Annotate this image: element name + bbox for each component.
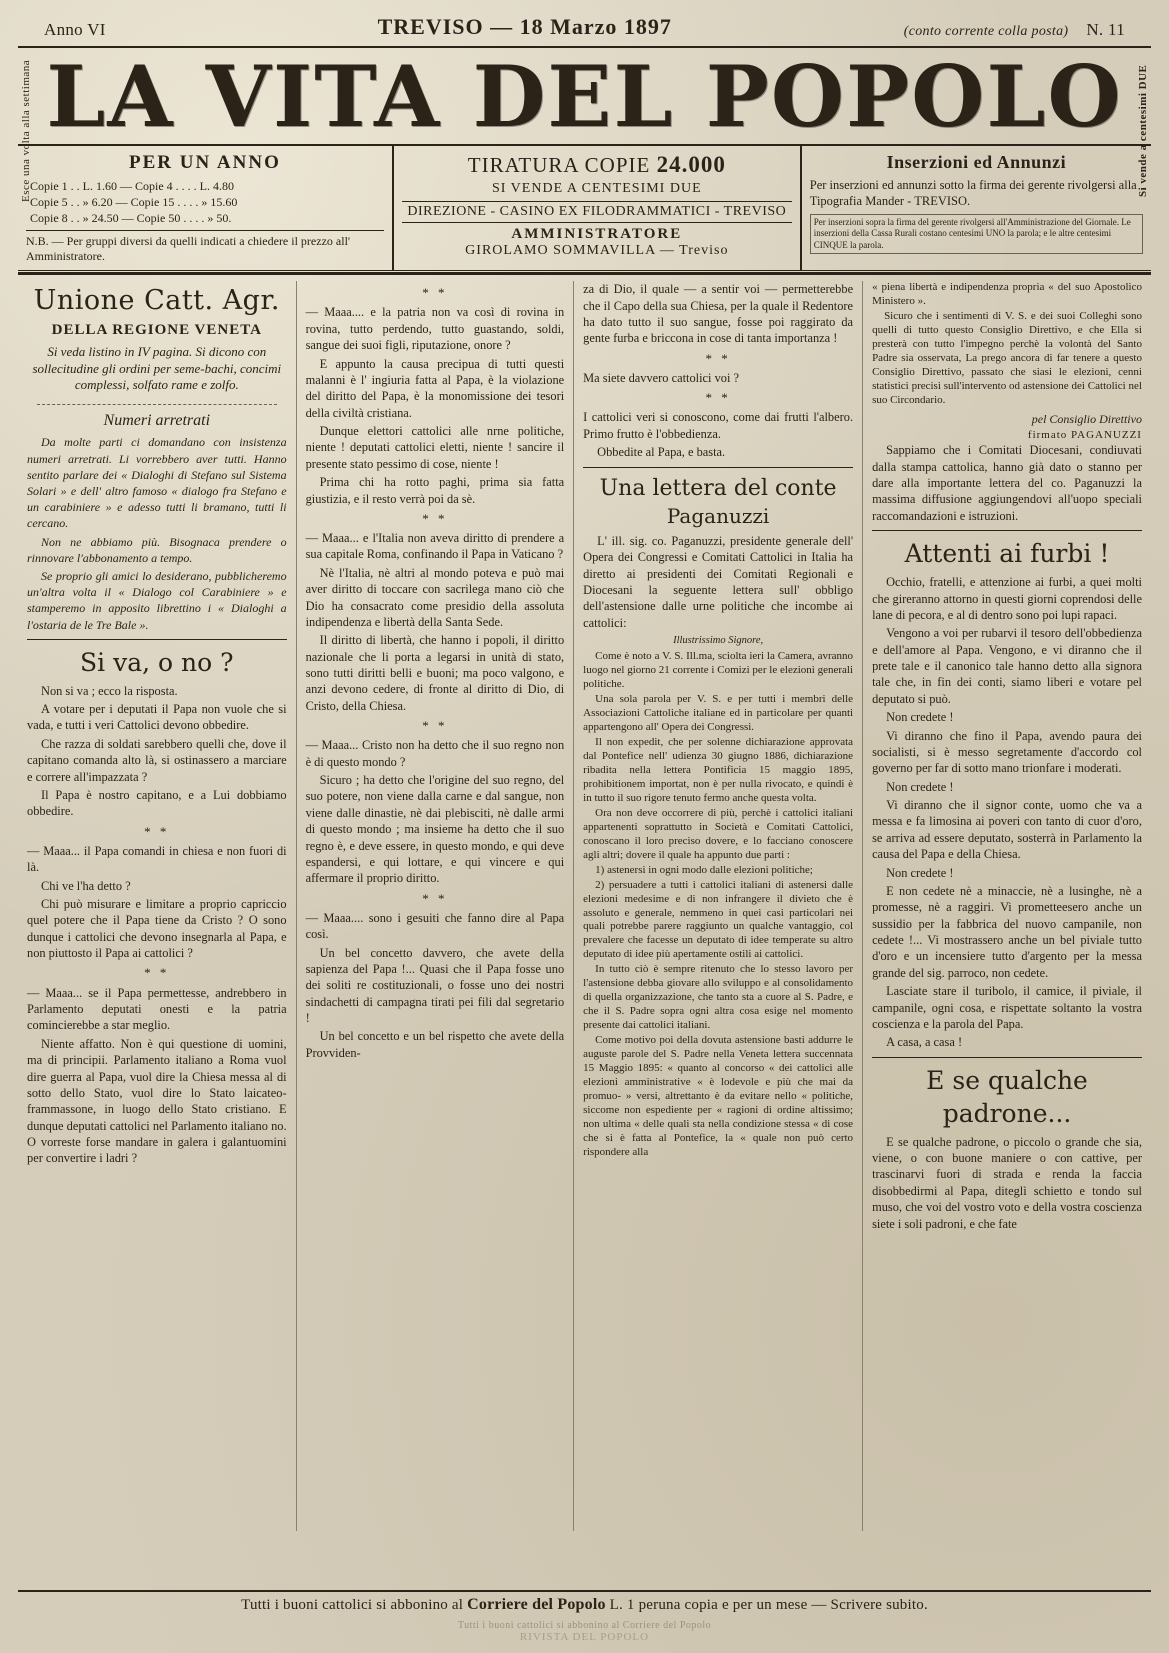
paragraph: Vi diranno che il signor conte, uomo che va a messa e fa limosina ai poveri con tanto di cuor d'oro, se arriva ad essere deputato, sosterrà in Parlamento la causa del Papa e della Chiesa. [872,798,1142,862]
masthead-top-line [18,14,1151,42]
letter-salutation: Illustrissimo Signore, [673,635,764,647]
footer-paper-name: Corriere del Popolo [467,1596,606,1613]
page-title: LA VITA DEL POPOLO [18,48,1151,146]
paragraph: A casa, a casa ! [886,1035,963,1050]
price-note: Si vende a centesimi DUE [1137,64,1149,198]
masthead-info-boxes [18,146,1151,274]
subscription-title: PER UN ANNO [129,151,281,173]
paragraph: Vengono a voi per rubarvi il tesoro dell'obbedienza e dell'amore al Papa. Vengono, e vi diranno che il prete tale e il canonico tale hanno detto alla signora tale che, in fin dei conti, siamo liberi e votare pel deputato si può. [872,626,1142,706]
paragraph: Se proprio gli amici lo desiderano, pubblicheremo un'altra volta il « Dialogo col Carabiniere » e stamperemo in apposito librettino i « Dialoghi a l'ostaria de le Tre Bale ». [27,568,287,632]
paragraph: Obbedite al Papa, e basta. [597,445,726,460]
bleed-through-text: Tutti i buoni cattolici si abbonino al Corriere del Popolo [457,1620,712,1631]
circulation-text: TIRATURA COPIE [467,152,651,177]
paragraph: L' ill. sig. co. Paganuzzi, presidente generale dell' Opera dei Congressi e Comitati Cattolici in Italia ha diretto ai presidenti dei Comitati Regionali e Diocesani la seguente lettera sull' obbligo dell'astensione dalle urne politiche che incombe ai cattolici: [583,533,854,630]
footer-pre-text: Tutti i buoni cattolici si abbonino al [241,1597,464,1613]
circulation-box [392,146,800,271]
footer-post-text: L. 1 peruna copia e per un mese — Scrivere subito. [609,1597,928,1613]
paragraph: A votare per i deputati il Papa non vuole che si vada, e tutti i veri Cattolici devono obbedire. [27,702,287,733]
article-title-padrone: E se qualche padrone... [872,1057,1142,1130]
paragraph: Sappiamo che i Comitati Diocesani, condiuvati dalla stampa cattolica, hanno già dato o stanno per dare alla importante lettera del co. Paganuzzi la massima diffusione aggiungendovi all'uopo speciali raccomandazioni e istruzioni. [872,443,1142,523]
article-title-unione: Unione Catt. Agr. [33,285,280,317]
divider-dots: * * [422,890,448,906]
article-title-attenti: Attenti ai furbi ! [872,530,1142,570]
circulation-label [402,152,792,178]
paragraph: 2) persuadere a tutti i cattolici italiani di astenersi dalle elezioni medesime e di non infrangere il divieto che è assoluto e generale, nemmeno in quei casi particolari nei quali potrebbe parere raggiunto un qualche vantaggio, col prevalere che facesse un deputato di idee temperate su altro deputato di idee più apertamente ostili ai cattolici. [583,878,854,961]
footer-divider [18,1590,1151,1592]
divider [37,398,277,405]
paragraph: Non credete ! [886,710,954,725]
paragraph: Non si va ; ecco la risposta. [41,683,178,698]
paragraph: 1) astenersi in ogni modo dalle elezioni politiche; [595,863,813,876]
paragraph: Non credete ! [886,865,954,880]
paragraph: Che razza di soldati sarebbero quelli che, dove il capitano comanda alto là, si ostinassero a marciare e correre all'impazzata ? [27,736,287,784]
amministratore-name: GIROLAMO SOMMAVILLA — Treviso [465,242,729,258]
divider-dots: * * [422,285,448,301]
paragraph: Ma siete davvero cattolici voi ? [583,370,740,385]
letter-body [583,650,853,1160]
conto-corrente-note: (conto corrente colla posta) [903,24,1069,39]
ads-title: Inserzioni ed Annunzi [886,151,1067,172]
paragraph: Niente affatto. Non è qui questione di uomini, ma di principii. Parlamento italiano a Roma vuol dire guerra al Papa, vuol dire la Chiesa messa al di sotto dello Stato, vuol dire lo Stato laicateo-frammassone, in luogo dello Stato cristiano. E dunque deputati cattolici nel Parlamento italiano no. O vorreste forse mandare in galera i galantuomini per convertire i ladri ? [27,1036,287,1166]
paragraph: — Maaa... e l'Italia non aveva diritto di prendere a sua capitale Roma, confinando il Papa in Vaticano ? [305,531,565,562]
article-columns [18,281,1151,1531]
paragraph: Una sola parola per V. S. e per tutti i membri delle Associazioni Cattoliche italiane ed in particolare per quanti appartengono all' Opera dei Congressi. [583,692,854,733]
paragraph: Ora non deve occorrere di più, perchè i cattolici italiani appartenenti soprattutto in Società e Comitati Cattolici, conoscano il loro preciso dovere, e lo facciano conoscere agli altri; dovere il quale ha appunto due parti : [583,806,854,861]
article-title-lettera: Una lettera del conte [583,467,853,503]
price-line: Copie 5 . . » 6.20 — Copie 15 . . . . » 15.60 [30,194,238,209]
divider-dots: * * [705,350,731,366]
divider-dots: * * [422,510,448,526]
ads-body: Per inserzioni ed annunzi sotto la firma dei gerente rivolgersi alla Tipografia Mander - TREVISO. [809,177,1137,208]
paragraph: za di Dio, il quale — a sentir voi — permetterebbe che il Capo della sua Chiesa, per la quale il Redentore ha dato tutto il suo sangue, fosse poi raggirato da gente furba e briccona in cose di tanta importanza ! [583,282,854,346]
paragraph: — Maaa.... sono i gesuiti che fanno dire al Papa così. [305,910,565,942]
anno-label: Anno VI [44,20,106,39]
subscription-nb: N.B. — Per gruppi diversi da quelli indicati a chiedere il prezzo all' Amministratore. [26,230,384,264]
paragraph: — Maaa... Cristo non ha detto che il suo regno non è di questo mondo ? [305,738,565,769]
divider-dots: * * [144,965,170,981]
paragraph: Da molte parti ci domandano con insistenza numeri arretrati. Li vorrebbero aver tutti. Hanno sentito parlare dei « Dialoghi di Stefano sul Sistema Solari » e dell' altro famoso « dialogo fra Stefano e un carabiniere » e adesso tutti li bramano, tutti li cercano. [27,435,287,531]
divider-dots: * * [705,390,731,406]
paragraph: Un bel concetto e un bel rispetto che avete della Provviden- [305,1029,565,1060]
paragraph: — Maaa... il Papa comandi in chiesa e non fuori di là. [27,843,287,875]
column-2 [296,281,574,1531]
divider-dots: * * [422,718,448,734]
paragraph: E non cedete nè a minaccie, nè a lusinghe, nè a promesse, nè a raggiri. Vi prometteesero anche un sussidio per la fabbrica del nuovo campanile, non cedete !... Vi mostrassero anche un bel piviale tutto d'oro e un incensiere tutto d'argento per la messa grande del sig. parroco, non cedete. [872,883,1142,980]
circulation-number: 24.000 [656,151,726,177]
column-1 [18,281,296,1531]
divider-dots: * * [144,823,170,839]
section-numeri-arretrati: Numeri arretrati [103,412,211,430]
paragraph: Non ne abbiamo più. Bisognaca prendere o rinnovare l'abbonamento a tempo. [27,534,287,565]
paragraph: Un bel concetto davvero, che avete della sapienza del Papa !... Quasi che il Papa fosse uno dei soliti re costituzionali, o fosse uno dei nostri sindachetti di campagna tirati pei fili dal segretario ! [305,945,565,1026]
masthead [18,46,1151,275]
amministratore-label: AMMINISTRATORE [511,225,683,242]
column-3 [573,281,862,1531]
unione-note: Si veda listino in IV pagina. Si dicono con sollecitudine gli ordini per seme-bachi, concimi complessi, solfato rame e zolfo. [32,343,282,393]
letter-body-cont [872,281,1142,408]
paragraph: — Maaa.... e la patria non va così di rovina in rovina, tutto perdendo, tutto guastando, soldi, sangue dei suoi figli, riputazione, onore ? [305,305,565,353]
paragraph: In tutto ciò è sempre ritenuto che lo stesso lavoro per l'astensione debba giovare allo sviluppo e al consolidamento di quella organizzazione, che tanto sta a cuore al S. Padre, e che il S. Padre sopra ogni altra cosa esige nel momento presente dai cattolici italiani. [583,963,854,1032]
article-subtitle-unione: DELLA REGIONE VENETA [51,321,262,338]
footer-subscription-line [18,1596,1151,1614]
subscription-box [18,146,392,271]
paragraph: Vi diranno che fino il Papa, avendo paura dei socialisti, si è messo segretamente d'accordo col governo per far di sotto mano trionfare i moderati. [872,728,1142,776]
paragraph: Prima chi ha rotto paghi, prima sia fatta giustizia, e il resto verrà poi da sè. [305,475,565,506]
paragraph: Come motivo poi della dovuta astensione basti addurre le auguste parole del S. Padre nella Veneta lettera succennata 15 Maggio 1895: « quanto al concorso « dei cattolici alle elezioni amministrative « è lodevole e più che mai da promuo- » versi, altrettanto è da evitare nello « politiche, siccome non espediente per « ragioni di ordine altissimo; non ultima « delle quali sta nella condizione stessa « di cose che si è fatta al Pontefice, la « quale non può certo rispondere alla [583,1034,854,1158]
paragraph: Occhio, fratelli, e attenzione ai furbi, a quei molti che gireranno attorno in questi giorni coprendosi delle lane di pecora, e al di dentro sono poi lupi rapaci. [872,575,1142,622]
paragraph: Il Papa è nostro capitano, e a Lui dobbiamo obbedire. [27,787,287,819]
paragraph: Dunque elettori cattolici alle nrne politiche, niente ! deputati cattolici eletti, niente ! sancire il presente stato pessimo di cose, niente ! [305,424,565,471]
letter-signature-body: pel Consiglio Direttivo [1031,411,1142,426]
price-line: Copie 8 . . » 24.50 — Copie 50 . . . . » 50. [30,211,232,226]
paragraph: — Maaa... se il Papa permettesse, andrebbero in Parlamento deputati onesti e la patria comincierebbe a star meglio. [27,985,287,1033]
column-4 [862,281,1151,1531]
sale-price-line: SI VENDE A CENTESIMI DUE [491,180,702,196]
price-line: Copie 1 . . L. 1.60 — Copie 4 . . . . L. 4.80 [30,178,234,193]
bleed-through-title: RIVISTA DEL POPOLO [519,1631,650,1643]
paragraph: Chi può misurare e limitare a proprio capriccio quel potere che il Papa tiene da Cristo ? O sono dunque i cattolici che devono insegnarla al Papa, e non piuttosto il Papa ai cattolici ? [27,896,287,961]
paragraph: Lasciate stare il turibolo, il camice, il piviale, il campanile, ogni cosa, e rispettate soltanto la vostra coscienza e la parola del Papa. [872,984,1142,1031]
publication-frequency-note: Esce una volta alla settimana [20,59,32,203]
paragraph: E appunto la causa precipua di tutti questi malanni è l' ingiuria fatta al Papa, è la violazione del diritto del Papa, è la monomissione dei tesori della civiltà cristiana. [305,356,565,420]
paragraph: Chi ve l'ha detto ? [41,878,131,893]
article-subtitle-lettera: Paganuzzi [666,503,770,528]
paragraph: Non credete ! [886,779,954,794]
paragraph: Nè l'Italia, nè altri al mondo poteva e può mai aver diritto di toccare con sacrilega mano ciò che Dio ha consacrato come presidio della assoluta indipendenza e libertà della Santa Sede. [305,565,565,629]
issue-number: N. 11 [1086,20,1125,39]
paragraph: I cattolici veri si conoscono, come dai frutti l'albero. Primo frutto è l'obbedienza. [583,410,854,441]
direzione-line: DIREZIONE - CASINO EX FILODRAMMATICI - TREVISO [402,201,792,223]
place-date: TREVISO — 18 Marzo 1897 [377,14,672,39]
paragraph: Il non expedit, che per solenne dichiarazione approvata dal Pontefice nell' udienza 30 giugno 1886, dichiarazione ribadita nella lettera Pontificia 15 maggio 1895, prohibitionem importat, non è per nulla rivocato, e quindi è in tutto il suo rigore tenuto fermo anche questa volta. [583,735,854,804]
paragraph: Come è noto a V. S. Ill.ma, sciolta ieri la Camera, avranno luogo nel giorno 21 corrente i Comizi per le elezioni generali politiche. [583,650,854,691]
paragraph: E se qualche padrone, o piccolo o grande che sia, viene, o con buone maniere o con cattive, per trascinarvi fuori di strada e renda la faccia disobbedirmi al Papa, diteglì schietto e tondo sul muso, che voi del vostro voto e della vostra coscienza siete i soli padroni, e che fate [872,1134,1142,1231]
paragraph: Sicuro che i sentimenti di V. S. e dei suoi Colleghi sono quelli di tutto questo Consiglio Direttivo, e che Ella si presterà con tutto l'impegno perchè la volontà del Santo Padre sia osservata, La prego ancora di far tenere a questo Consiglio Direttivo, passato che siasi le elezioni, cenni statistici precisi sull'intervento od astensione dei Cattolici nel suo Circondario. [872,310,1142,406]
ads-box [800,146,1151,271]
paragraph: « piena libertà e indipendenza propria « del suo Apostolico Ministero ». [872,281,1142,308]
paragraph: Il diritto di libertà, che hanno i popoli, il diritto nazionale che li porta a legarsi in unità di stato, sono tutti diritti belli e buoni; ma poco valgono, e anzi devono cedere, di fronte al diritto di Dio, di Cristo, della Chiesa. [305,633,565,713]
letter-signature-name: firmato PAGANUZZI [1027,428,1142,441]
page-footer [18,1590,1151,1643]
article-title-si-va: Si va, o no ? [27,639,287,679]
ads-small-print: Per inserzioni sopra la firma del gerente rivolgersi all'Amministrazione del Giornale. Le inserzioni della Cassa Rurali costano centesimi UNO la parola; e le altre centesimi CINQUE la parola. [810,214,1143,254]
paragraph: Sicuro ; ha detto che l'origine del suo regno, del suo potere, non viene dalla carne e dal sangue, non viene dalle dinastie, nè dai plebisciti, nè dalle armi di questo mondo ; ma insieme ha detto che il suo regno è, e deve essere, in questo mondo, e qui deve espandersi, e qui lottare, e qui vincere e qui affermare il proprio diritto. [305,773,565,886]
